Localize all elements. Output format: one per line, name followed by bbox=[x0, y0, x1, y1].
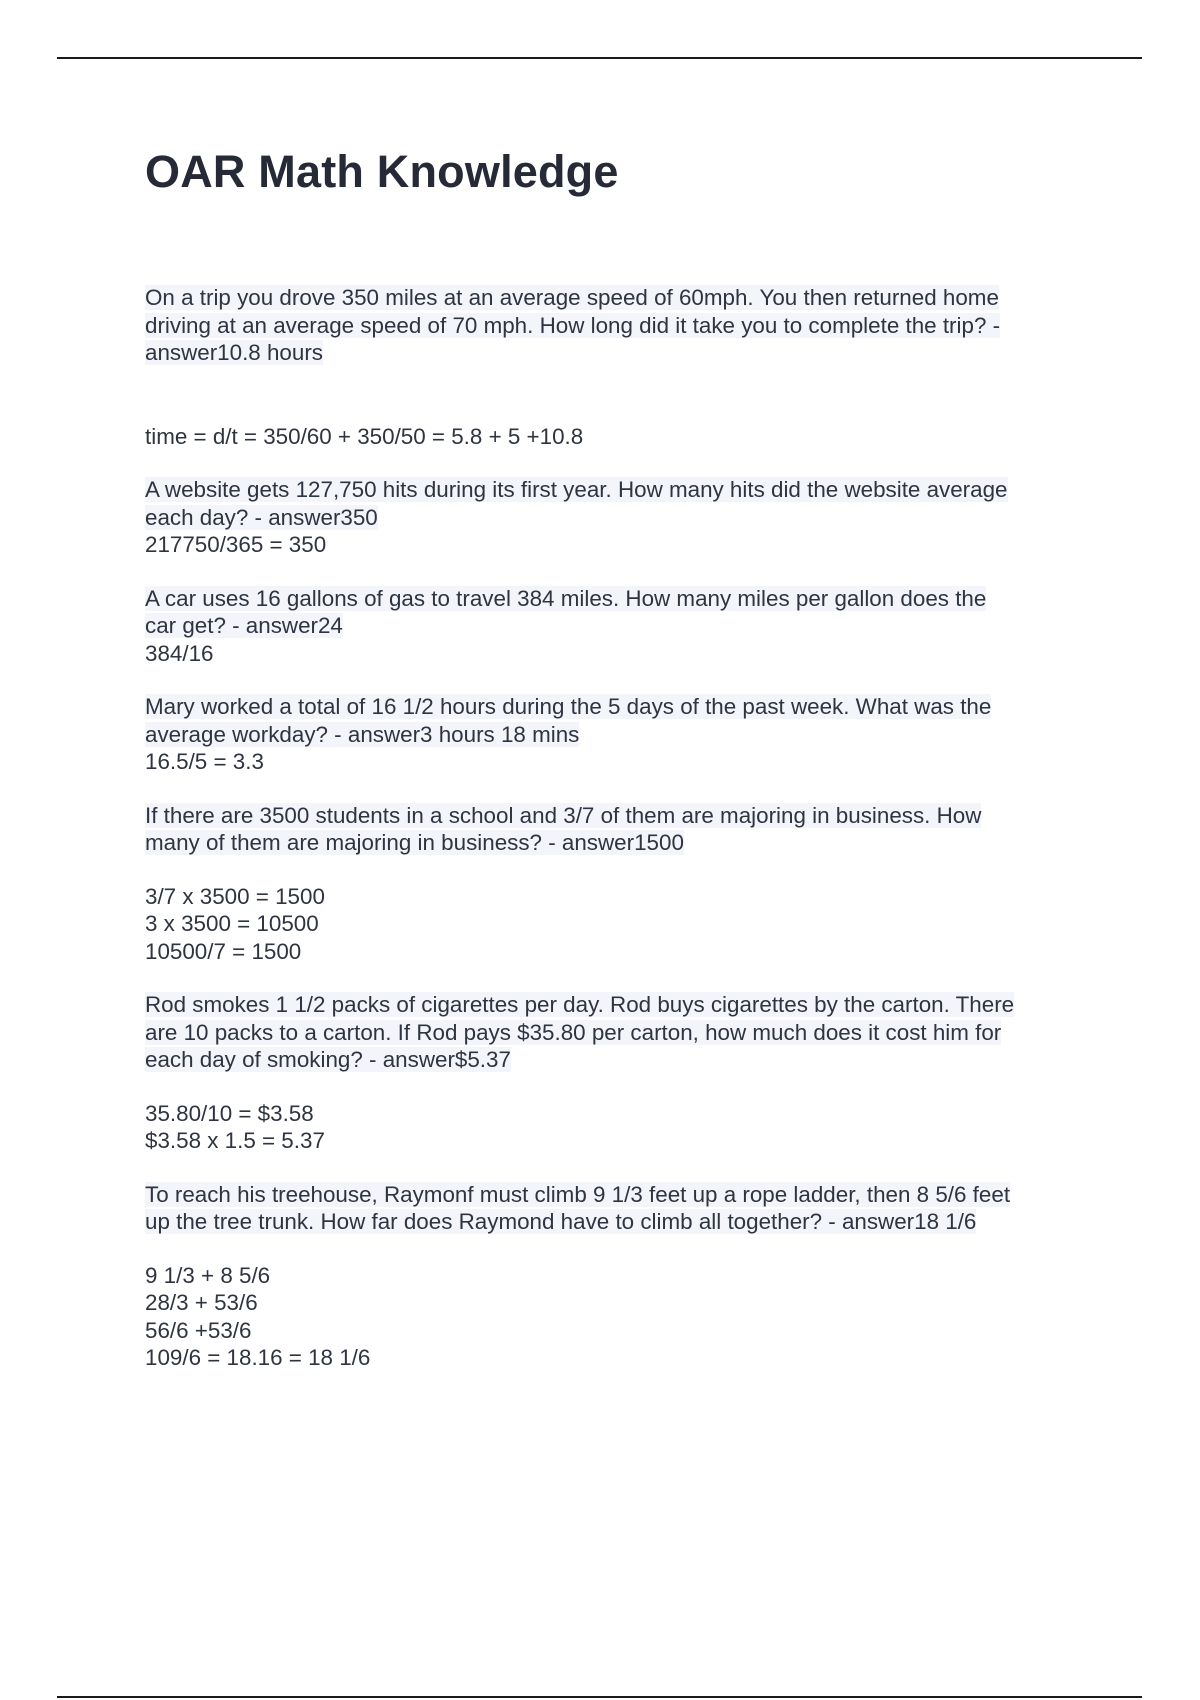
bottom-rule bbox=[57, 1696, 1142, 1698]
question-line: driving at an average speed of 70 mph. How long did it take you to complete the trip? - bbox=[145, 312, 1001, 338]
question-line: many of them are majoring in business? - answer1500 bbox=[145, 830, 684, 855]
question-line: are 10 packs to a carton. If Rod pays $35.80 per carton, how much does it cost him for bbox=[145, 1019, 1002, 1045]
work-line: 35.80/10 = $3.58 bbox=[145, 1100, 314, 1126]
work-line: 9 1/3 + 8 5/6 bbox=[145, 1262, 271, 1288]
page-title: OAR Math Knowledge bbox=[145, 146, 619, 197]
qa-block bbox=[145, 585, 1095, 668]
qa-block bbox=[145, 284, 1095, 450]
qa-block bbox=[145, 991, 1095, 1155]
question-line: average workday? - answer3 hours 18 mins bbox=[145, 721, 580, 747]
work-line: time = d/t = 350/60 + 350/50 = 5.8 + 5 +10.8 bbox=[145, 423, 584, 449]
work-line: 28/3 + 53/6 bbox=[145, 1290, 258, 1315]
question-line: up the tree trunk. How far does Raymond have to climb all together? - answer18 1/6 bbox=[145, 1209, 977, 1234]
qa-block bbox=[145, 476, 1095, 559]
work-line: 3/7 x 3500 = 1500 bbox=[145, 883, 325, 909]
work-line: 56/6 +53/6 bbox=[145, 1317, 252, 1343]
work-line: 384/16 bbox=[145, 640, 214, 666]
question-line: Mary worked a total of 16 1/2 hours during the 5 days of the past week. What was the bbox=[145, 694, 992, 719]
question-line: If there are 3500 students in a school and 3/7 of them are majoring in business. How bbox=[145, 802, 982, 828]
question-line: A website gets 127,750 hits during its first year. How many hits did the website average bbox=[145, 477, 1008, 502]
document-body bbox=[145, 284, 1095, 1372]
qa-block bbox=[145, 693, 1095, 776]
question-line: car get? - answer24 bbox=[145, 613, 343, 638]
work-line: 3 x 3500 = 10500 bbox=[145, 911, 319, 936]
work-line: 10500/7 = 1500 bbox=[145, 938, 302, 964]
question-line: each day? - answer350 bbox=[145, 504, 378, 530]
work-line: 217750/365 = 350 bbox=[145, 532, 327, 557]
question-line: To reach his treehouse, Raymonf must climb 9 1/3 feet up a rope ladder, then 8 5/6 feet bbox=[145, 1181, 1011, 1207]
question-line: Rod smokes 1 1/2 packs of cigarettes per day. Rod buys cigarettes by the carton. There bbox=[145, 992, 1015, 1017]
question-line: A car uses 16 gallons of gas to travel 384 miles. How many miles per gallon does the bbox=[145, 585, 987, 611]
question-line: answer10.8 hours bbox=[145, 340, 323, 365]
work-line: 109/6 = 18.16 = 18 1/6 bbox=[145, 1345, 371, 1370]
qa-block bbox=[145, 802, 1095, 966]
question-line: each day of smoking? - answer$5.37 bbox=[145, 1047, 511, 1072]
work-line: $3.58 x 1.5 = 5.37 bbox=[145, 1128, 325, 1153]
qa-block bbox=[145, 1181, 1095, 1372]
top-rule bbox=[57, 57, 1142, 59]
work-line: 16.5/5 = 3.3 bbox=[145, 749, 264, 774]
question-line: On a trip you drove 350 miles at an average speed of 60mph. You then returned home bbox=[145, 285, 999, 310]
